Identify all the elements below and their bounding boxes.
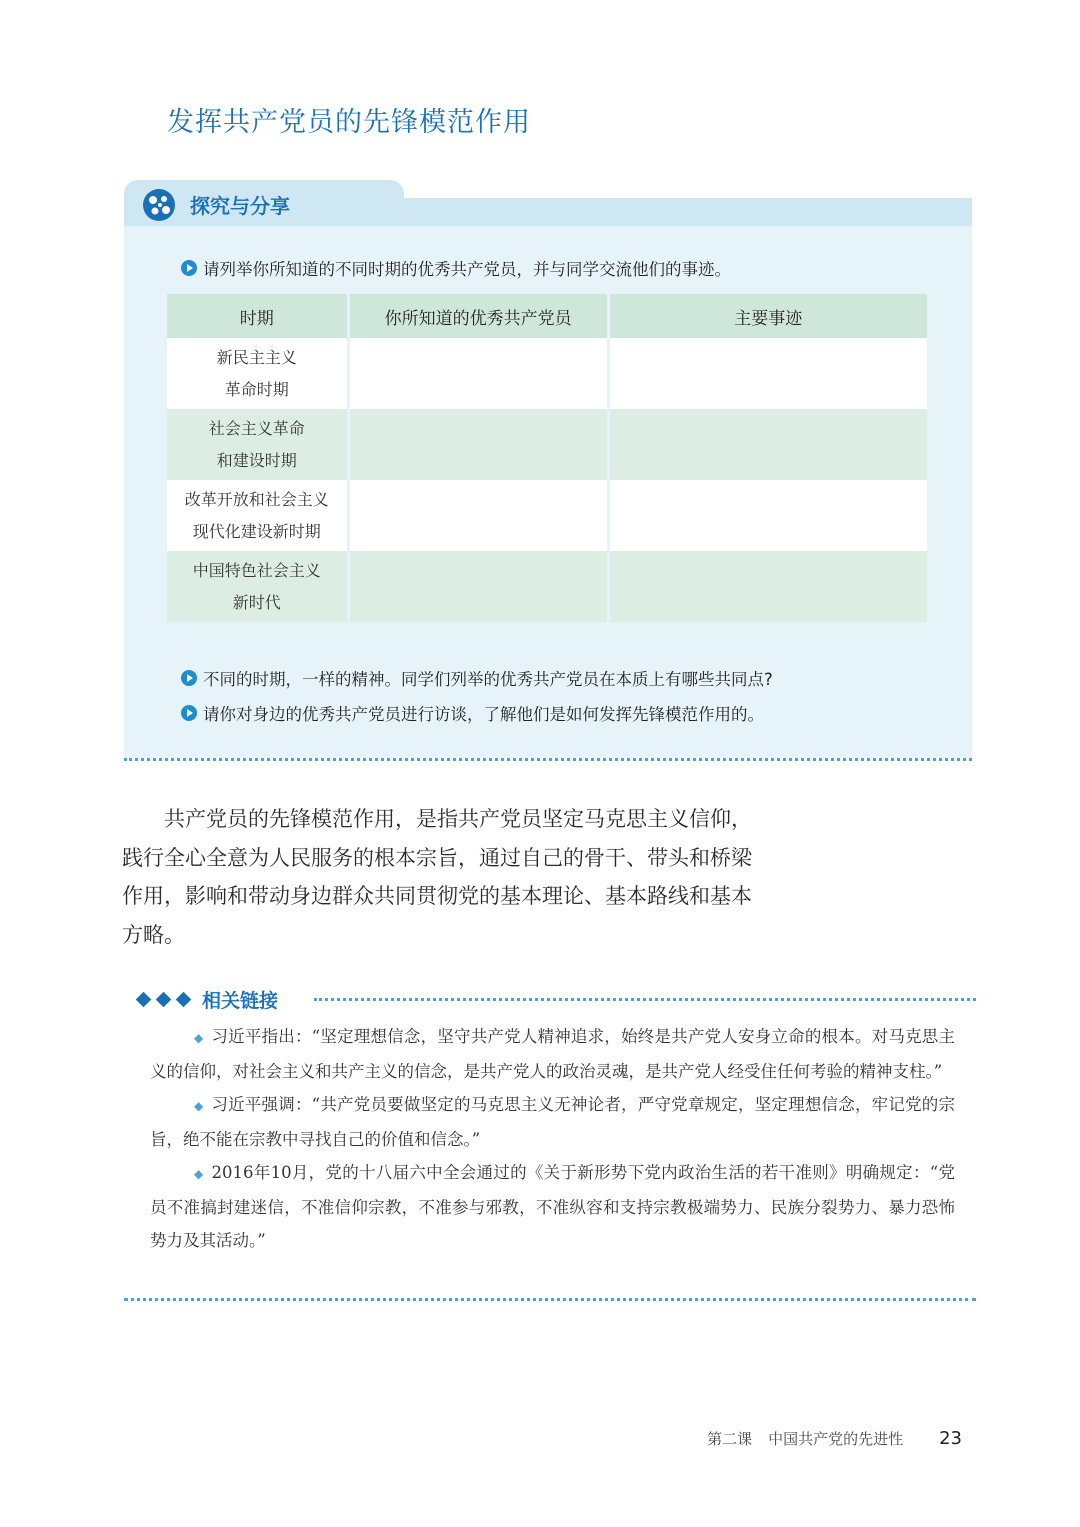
period-line: 中国特色社会主义 [192, 560, 321, 580]
period-cell [167, 338, 347, 409]
members-table [164, 294, 930, 622]
period-line: 现代化建设新时期 [192, 521, 321, 541]
member-cell[interactable] [350, 480, 607, 551]
period-cell [167, 480, 347, 551]
table-header: 主要事迹 [610, 294, 927, 338]
link-item [150, 1020, 955, 1088]
link-item-text: 习近平指出：“坚定理想信念，坚守共产党人精神追求，始终是共产党人安身立命的根本。对马克思主义的信仰，对社会主义和共产主义的信念，是共产党人的政治灵魂，是共产党人经受住任何考验的精神支柱。” [150, 1027, 955, 1081]
explore-tab [124, 180, 404, 226]
table-row [167, 551, 927, 622]
explore-label: 探究与分享 [190, 194, 290, 218]
table-row [167, 338, 927, 409]
related-links-header [138, 986, 278, 1013]
period-line: 改革开放和社会主义 [184, 489, 329, 509]
arrow-bullet-icon [181, 705, 197, 721]
explore-share-icon [142, 188, 176, 222]
prompt-text: 请你对身边的优秀共产党员进行访谈，了解他们是如何发挥先锋模范作用的。 [203, 705, 764, 724]
explore-prompt-1 [181, 256, 731, 280]
arrow-bullet-icon [181, 670, 197, 686]
deeds-cell[interactable] [610, 409, 927, 480]
diamond-icon [176, 992, 192, 1008]
diamond-icon [156, 992, 172, 1008]
diamond-icon [136, 992, 152, 1008]
table-row [167, 480, 927, 551]
link-item [150, 1156, 955, 1257]
link-item-text: 习近平强调：“共产党员要做坚定的马克思主义无神论者，严守党章规定，坚定理想信念，牢记党的宗旨，绝不能在宗教中寻找自己的价值和信念。” [150, 1095, 955, 1149]
period-cell [167, 409, 347, 480]
small-diamond-icon: ◆ [194, 1167, 204, 1181]
related-links-body [150, 1020, 955, 1257]
footer-lesson: 第二课 [707, 1430, 753, 1448]
period-line: 新时代 [232, 592, 281, 612]
related-links-title: 相关链接 [202, 990, 279, 1012]
prompt-text: 请列举你所知道的不同时期的优秀共产党员，并与同学交流他们的事迹。 [203, 260, 731, 279]
period-line: 革命时期 [224, 379, 289, 399]
dotted-divider [124, 758, 972, 761]
deeds-cell[interactable] [610, 551, 927, 622]
arrow-bullet-icon [181, 260, 197, 276]
table-header: 时期 [167, 294, 347, 338]
page-footer [707, 1428, 962, 1449]
explore-prompt-2 [181, 666, 773, 690]
deeds-cell[interactable] [610, 338, 927, 409]
small-diamond-icon: ◆ [194, 1031, 204, 1045]
link-item [150, 1088, 955, 1156]
link-item-text: 2016年10月，党的十八届六中全会通过的《关于新形势下党内政治生活的若干准则》明确规定：“党员不准搞封建迷信，不准信仰宗教，不准参与邪教，不准纵容和支持宗教极端势力、民族分裂势力、暴力恐怖势力及其活动。” [150, 1163, 955, 1250]
prompt-text: 不同的时期，一样的精神。同学们列举的优秀共产党员在本质上有哪些共同点? [203, 670, 773, 689]
member-cell[interactable] [350, 338, 607, 409]
body-paragraph: 共产党员的先锋模范作用，是指共产党员坚定马克思主义信仰，践行全心全意为人民服务的根本宗旨，通过自己的骨干、带头和桥梁作用，影响和带动身边群众共同贯彻党的基本理论、基本路线和基本方略。 [122, 807, 752, 947]
explore-prompt-3 [181, 701, 764, 725]
deeds-cell[interactable] [610, 480, 927, 551]
member-cell[interactable] [350, 551, 607, 622]
period-line: 社会主义革命 [208, 418, 305, 438]
table-header: 你所知道的优秀共产党员 [350, 294, 607, 338]
footer-title: 中国共产党的先进性 [768, 1430, 904, 1448]
dotted-divider [314, 998, 976, 1001]
dotted-divider [124, 1298, 976, 1301]
section-title: 发挥共产党员的先锋模范作用 [167, 107, 531, 138]
period-line: 新民主主义 [216, 347, 297, 367]
page-number: 23 [939, 1428, 962, 1449]
table-row [167, 409, 927, 480]
period-cell [167, 551, 347, 622]
member-cell[interactable] [350, 409, 607, 480]
small-diamond-icon: ◆ [194, 1099, 204, 1113]
period-line: 和建设时期 [216, 450, 297, 470]
table-header-row [167, 294, 927, 338]
